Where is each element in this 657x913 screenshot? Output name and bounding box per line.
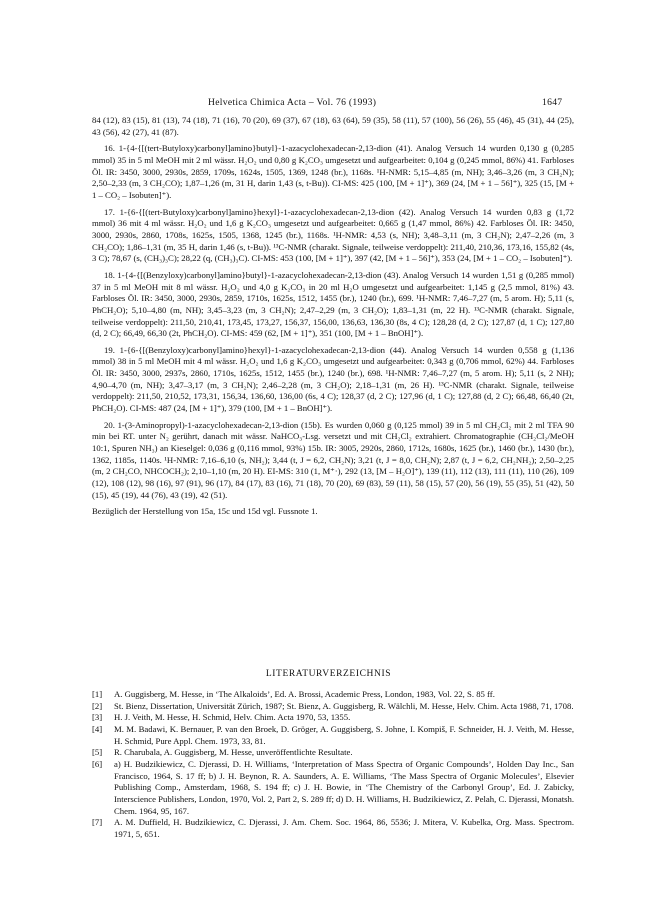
paragraph-ms-continuation: 84 (12), 83 (15), 81 (13), 74 (18), 71 (16), 70 (20), 69 (37), 67 (18), 63 (64), 59 (35), 58 (11), 57 (100), 56 (26), 55 (46), 45 (31), 44 (25), 43 (56), 42 (27), 41 (87). — [92, 115, 574, 137]
reference-number: [4] — [92, 723, 103, 734]
reference-item — [92, 759, 574, 817]
reference-text: St. Bienz, Dissertation, Universität Zürich, 1987; St. Bienz, A. Guggisberg, R. Wälchli, M. Hesse, Helv. Chim. Acta 1988, 71, 1708. — [114, 700, 574, 711]
paragraph-compound-41: 16. 1-{4-{[(tert-Butyloxy)carbonyl]amino}butyl}-1-azacyclohexadecan-2,13-dion (41). Analog Versuch 14 wurden 0,130 g (0,285 mmol) 35 in 5 ml MeOH mit 2 ml wässr. H₂O₂ und 0,80 g K₂CO₃ umgesetzt und aufgearbeitet: 0,104 g (0,245 mmol, 86%) 41. Farbloses Öl. IR: 3450, 3000, 2930s, 2859, 1709s, 1624s, 1505, 1369, 1248 (br.), 1168s. ¹H-NMR: 5,15–4,85 (m, NH); 3,46–3,26 (m, 3 CH₂N); 2,50–2,33 (m, 3 CH₂CO); 1,87–1,26 (m, 31 H, darin 1,43 (s, t-Bu)). CI-MS: 425 (100, [M + 1]⁺), 369 (24, [M + 1 – 56]⁺), 325 (15, [M + 1 – CO₂ – Isobuten]⁺). — [92, 143, 574, 200]
references-heading: LITERATURVERZEICHNIS — [265, 669, 392, 679]
reference-item — [92, 817, 574, 840]
experimental-text — [92, 115, 574, 523]
reference-item — [92, 724, 574, 747]
reference-text: H. J. Veith, M. Hesse, H. Schmid, Helv. Chim. Acta 1970, 53, 1355. — [114, 712, 351, 723]
reference-number: [6] — [92, 758, 103, 769]
page-number: 1647 — [542, 97, 563, 108]
paragraph-compound-44: 19. 1-{6-{[(Benzyloxy)carbonyl]amino}hexyl}-1-azacyclohexadecan-2,13-dion (44). Analog Versuch 14 wurden 0,558 g (1,136 mmol) 38 in 5 ml MeOH mit 4 ml wässr. H₂O₂ und 1,6 g K₂CO₃ umgesetzt und aufgearbeitet: 0,343 g (0,706 mmol, 62%) 44. Farbloses Öl. IR: 3450, 3000, 2937s, 2860, 1710s, 1625s, 1512, 1455 (br.), 1240 (br.), 698. ¹H-NMR: 7,46–7,27 (m, 5 arom. H); 5,11 (s, 2 NH); 4,90–4,70 (m, NH); 3,47–3,17 (m, 3 CH₂N); 2,46–2,28 (m, 3 CH₂O); 2,18–1,31 (m, 26 H). ¹³C-NMR (charakt. Signale, teilweise verdoppelt): 211,50, 210,52, 173,31, 156,34, 136,60, 136,00 (6s, 4 C); 128,37 (d, 2 C); 127,96 (d, 1 C); 127,88 (d, 2 C); 66,48, 66,40 (2t, PhCH₂O). CI-MS: 487 (24, [M + 1]⁺), 379 (100, [M + 1 – BnOH]⁺). — [92, 344, 574, 414]
reference-item — [92, 712, 574, 724]
journal-title: Helvetica Chimica Acta – Vol. 76 (1993) — [208, 97, 377, 108]
paragraph-compound-15b: 20. 1-(3-Aminopropyl)-1-azacyclohexadecan-2,13-dion (15b). Es wurden 0,060 g (0,125 mmol) 39 in 5 ml CH₂Cl₂ mit 2 ml TFA 90 min bei RT. unter N₂ gerührt, danach mit wässr. NaHCO₃-Lsg. versetzt und mit CH₂Cl₂ extrahiert. Chromatographie (CH₂Cl₂/MeOH 10:1, Spuren NH₃) an Kieselgel: 0,036 g (0,116 mmol, 93%) 15b. IR: 3005, 2920s, 2860, 1712s, 1680s, 1625 (br.), 1460 (br.), 1430 (br.), 1362, 1185s, 1140s. ¹H-NMR: 7,16–6,10 (s, NH₂); 3,44 (t, J = 6,2, CH₂N); 3,21 (t, J = 8,0, CH₂N); 2,87 (t, J = 6,2, CH₂NH₂); 2,50–2,25 (m, 2 CH₂CO, NHCOCH₂); 2,10–1,10 (m, 20 H). EI-MS: 310 (1, M⁺·), 292 (13, [M – H₂O]⁺), 139 (11), 112 (13), 111 (11), 110 (26), 109 (12), 108 (12), 98 (16), 97 (91), 96 (17), 84 (17), 83 (16), 71 (18), 70 (20), 69 (83), 59 (11), 58 (15), 57 (20), 56 (19), 55 (35), 51 (42), 50 (15), 45 (19), 44 (76), 43 (19), 42 (51). — [92, 419, 574, 500]
reference-number: [7] — [92, 817, 103, 828]
reference-text: A. Guggisberg, M. Hesse, in ‘The Alkaloids’, Ed. A. Brossi, Academic Press, London, 1983, Vol. 22, S. 85 ff. — [114, 689, 495, 699]
references-list — [92, 689, 574, 841]
reference-text: R. Charubala, A. Guggisberg, M. Hesse, unveröffentlichte Resultate. — [114, 747, 353, 758]
reference-text: M. M. Badawi, K. Bernauer, P. van den Broek, D. Gröger, A. Guggisberg, S. Johne, I. Kompiš, F. Schneider, H. J. Veith, M. Hesse, H. Schmid, Pure Appl. Chem. 1973, 33, 81. — [114, 723, 574, 746]
reference-text: A. M. Duffield, H. Budzikiewicz, C. Djerassi, J. Am. Chem. Soc. 1964, 86, 5536; J. Mitera, V. Kubelka, Org. Mass. Spectrom. 1971, 5, 651. — [114, 817, 574, 839]
reference-item — [92, 747, 574, 759]
reference-number: [5] — [92, 747, 103, 758]
paragraph-note: Bezüglich der Herstellung von 15a, 15c und 15d vgl. Fussnote 1. — [92, 506, 318, 517]
reference-item — [92, 689, 574, 701]
reference-number: [2] — [92, 700, 103, 711]
reference-number: [3] — [92, 712, 103, 723]
reference-item — [92, 701, 574, 713]
paragraph-compound-43: 18. 1-{4-{[(Benzyloxy)carbonyl]amino}butyl}-1-azacyclohexadecan-2,13-dion (43). Analog Versuch 14 wurden 1,51 g (0,285 mmol) 37 in 5 ml MeOH mit 8 ml wässr. H₂O₂ und 4,0 g K₂CO₃ in 20 ml H₂O umgesetzt und aufgearbeitet: 1,145 g (2,5 mmol, 81%) 43. Farbloses Öl. IR: 3450, 3000, 2930s, 2859, 1710s, 1625s, 1512, 1455 (br.), 1240 (br.), 699. ¹H-NMR: 7,46–7,27 (m, 5 arom. H); 5,11 (s, PhCH₂O); 5,10–4,80 (m, NH); 3,45–3,23 (m, 3 CH₂N); 2,47–2,29 (m, 3 CH₂O); 1,83–1,31 (m, 22 H). ¹³C-NMR (charakt. Signale, teilweise verdoppelt): 211,50, 210,41, 173,45, 173,27, 156,37, 156,00, 136,63, 136,30 (8s, 4 C); 128,28 (d, 2 C); 127,87 (d, 1 C); 127,80 (d, 2 C); 66,49, 66,30 (2t, PhCH₂O). CI-MS: 459 (62, [M + 1]⁺), 351 (100, [M + 1 – BnOH]⁺). — [92, 269, 574, 339]
paragraph-compound-42: 17. 1-{6-{[(tert-Butyloxy)carbonyl]amino}hexyl}-1-azacyclohexadecan-2,13-dion (42). Analog Versuch 14 wurden 0,83 g (1,72 mmol) 36 mit 4 ml wässr. H₂O₂ und 1,6 g K₂CO₃ umgesetzt und aufgearbeitet: 0,665 g (1,47 mmol, 86%) 42. Farbloses Öl. IR: 3450, 3000, 2930s, 2860, 1708s, 1625s, 1505, 1368, 1245 (br.), 1168s. ¹H-NMR: 4,53 (s, NH); 3,48–3,11 (m, 3 CH₂N); 2,47–2,26 (m, 3 CH₂CO); 1,86–1,31 (m, 35 H, darin 1,46 (s, t-Bu)). ¹³C-NMR (charakt. Signale, teilweise verdoppelt): 211,40, 210,36, 173,16, 155,82 (4s, 3 C); 78,67 (s, (CH₃)₃C); 28,22 (q, (CH₃)₃C). CI-MS: 453 (100, [M + 1]⁺), 397 (42, [M + 1 – 56]⁺), 353 (24, [M + 1 – CO₂ – Isobuten]⁺). — [92, 206, 574, 264]
reference-number: [1] — [92, 689, 103, 699]
reference-text: a) H. Budzikiewicz, C. Djerassi, D. H. Williams, ‘Interpretation of Mass Spectra of Organic Compounds’, Holden Day Inc., San Francisco, 1964, S. 17 ff; b) J. H. Beynon, R. A. Saunders, A. E. Williams, ‘The Mass Spectra of Organic Molecules’, Elsevier Publishing Comp., Amsterdam, 1968, S. 194 ff; c) J. H. Bowie, in ‘The Chemistry of the Carbonyl Group’, Ed. J. Zabicky, Interscience Publishers, London, 1970, Vol. 2, Part 2, S. 289 ff; d) D. H. Williams, H. Budzikiewicz, Z. Pelah, C. Djerassi, Monatsh. Chem. 1964, 95, 167. — [114, 758, 574, 816]
